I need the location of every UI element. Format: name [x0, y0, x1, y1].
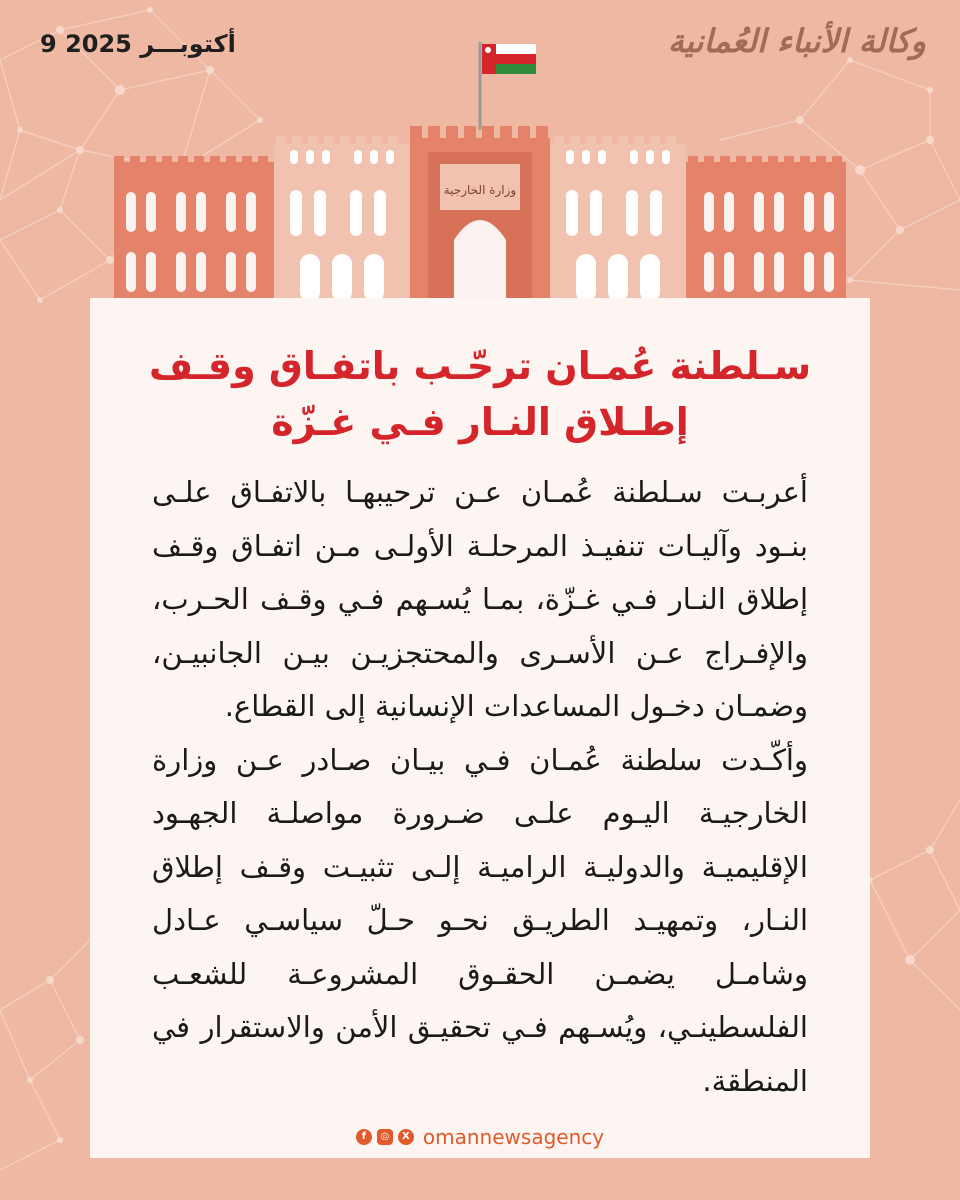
article-paragraph-2: وأكّـدت سلطنة عُمـان فـي بيـان صـادر عـن وزارة الخارجيـة اليـوم علـى ضـرورة مواصلـة الجهـود الإقليميـة والدوليـة الراميـة إلـى تثبيـت وقـف إطلاق النـار، وتمهيـد الطريـق نحـو حـلّ سياسـي عـادل وشامـل يضمـن الحقـوق المشروعـة للشعـب الفلسطينـي، ويُسـهم فـي تحقيـق الأمن والاستقرار في المنطقة.: [152, 742, 808, 1098]
article-body: [152, 466, 808, 1108]
facebook-icon[interactable]: f: [356, 1129, 372, 1145]
instagram-icon[interactable]: ◎: [377, 1129, 393, 1145]
social-handle[interactable]: omannewsagency: [422, 1125, 605, 1149]
oman-flag-icon: [480, 42, 536, 130]
agency-logo: وكالة الأنباء العُمانية: [667, 22, 926, 60]
date-label: 9 أكتوبـــر 2025: [40, 30, 236, 58]
social-footer: [90, 1116, 870, 1158]
x-icon[interactable]: X: [398, 1129, 414, 1145]
ministry-building-illustration: [114, 40, 846, 302]
headline-line-2: إطـلاق النـار فـي غـزّة: [271, 400, 689, 444]
ministry-sign: وزارة الخارجية: [443, 183, 517, 197]
headline-line-1: سـلطنة عُمـان ترحّـب باتفـاق وقـف: [148, 344, 812, 388]
article-headline: [130, 338, 830, 450]
article-paragraph-1: أعربـت سـلطنة عُمـان عـن ترحيبهـا بالاتفـاق علـى بنـود وآليـات تنفيـذ المرحلـة الأولـى مـن اتفـاق وقـف إطلاق النـار فـي غـزّة، بمـا يُسـهم فـي وقـف الحـرب، والإفـراج عـن الأسـرى والمحتجزيـن بيـن الجانبيـن، وضمـان دخـول المساعدات الإنسانية إلى القطاع.: [152, 475, 808, 723]
article-card: [90, 298, 870, 1158]
